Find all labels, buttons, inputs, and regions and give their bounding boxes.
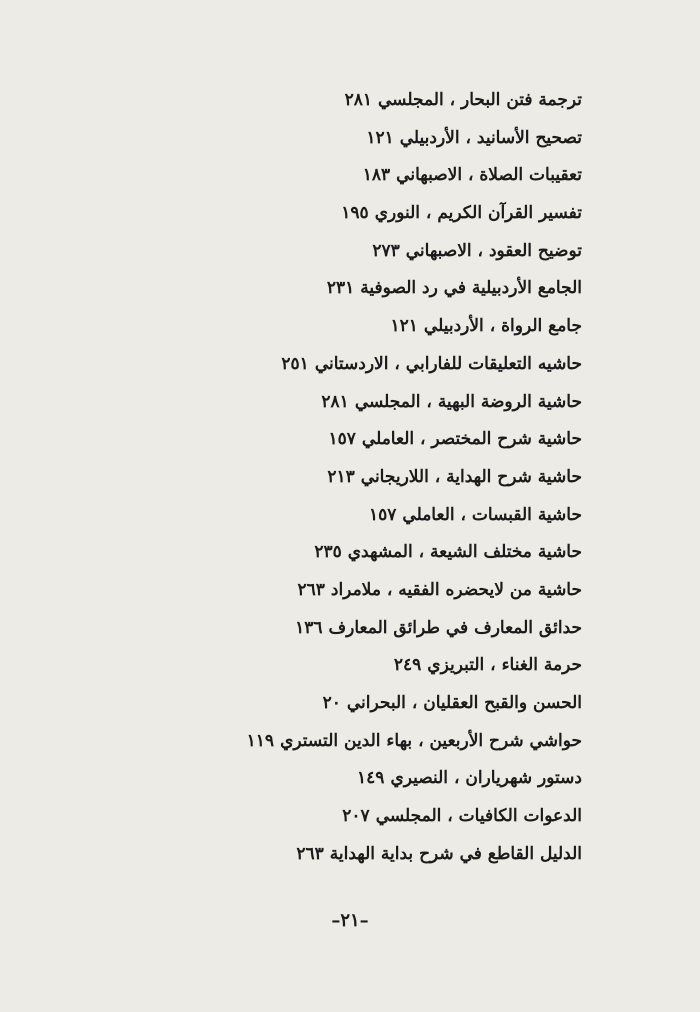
- entry-title: الدليل القاطع في شرح بداية الهداية: [329, 843, 582, 864]
- index-entry: [62, 82, 582, 120]
- index-entry: [62, 760, 582, 798]
- index-entry: [62, 459, 582, 497]
- entry-page-number: ٢٦٣: [297, 579, 325, 600]
- index-entry: [62, 610, 582, 648]
- entry-page-number: ٢٤٩: [393, 655, 422, 676]
- entry-title: حدائق المعارف في طرائق المعارف: [328, 617, 582, 638]
- index-list: [62, 82, 582, 873]
- index-entry: [62, 647, 582, 685]
- entry-title: حاشية شرح المختصر ، العاملي: [361, 429, 582, 450]
- entry-title: تعقيبات الصلاة ، الاصبهاني: [396, 165, 582, 186]
- entry-title: جامع الرواة ، الأردبيلي: [423, 316, 582, 337]
- entry-title: ترجمة فتن البحار ، المجلسي: [378, 90, 582, 110]
- entry-title: دستور شهرياران ، النصيري: [390, 768, 582, 789]
- entry-title: تصحيح الأسانيد ، الأردبيلي: [399, 127, 582, 148]
- entry-page-number: ١٨٣: [362, 165, 391, 186]
- entry-title: توضيح العقود ، الاصبهاني: [405, 240, 582, 261]
- entry-title: الحسن والقبح العقليان ، البحراني: [346, 693, 582, 713]
- entry-title: حاشية الروضة البهية ، المجلسي: [354, 391, 582, 412]
- entry-page-number: ١٥٧: [369, 504, 397, 525]
- entry-page-number: ٢١٣: [327, 466, 355, 487]
- entry-title: حاشية القبسات ، العاملي: [402, 504, 582, 525]
- index-entry: [62, 233, 582, 271]
- entry-title: حاشية شرح الهداية ، اللاريجاني: [360, 466, 582, 487]
- index-entry: [62, 836, 582, 874]
- entry-page-number: ٢٥١: [281, 353, 309, 374]
- entry-page-number: ١٥٧: [328, 429, 356, 450]
- index-entry: [62, 270, 582, 308]
- entry-page-number: ٢٨١: [321, 391, 349, 412]
- index-entry: [62, 534, 582, 572]
- index-entry: [62, 195, 582, 233]
- entry-page-number: ١٩٥: [341, 203, 369, 224]
- entry-page-number: ٢٠٧: [342, 806, 370, 827]
- entry-page-number: ٢٨١: [344, 90, 373, 110]
- index-entry: [62, 384, 582, 422]
- entry-title: حاشية مختلف الشيعة ، المشهدي: [347, 542, 582, 563]
- entry-title: تفسير القرآن الكريم ، النوري: [374, 203, 582, 224]
- index-entry: [62, 685, 582, 723]
- entry-page-number: ٢٦٣: [296, 843, 324, 864]
- index-entry: [62, 308, 582, 346]
- entry-title: حاشيه التعليقات للفارابي ، الاردستاني: [314, 353, 582, 374]
- index-entry: [62, 421, 582, 459]
- index-entry: [62, 572, 582, 610]
- index-entry: [62, 798, 582, 836]
- entry-page-number: ٢٣٥: [314, 542, 342, 563]
- entry-title: الدعوات الكافيات ، المجلسي: [375, 806, 582, 827]
- index-entry: [62, 346, 582, 384]
- entry-page-number: ٢٠: [322, 693, 341, 713]
- entry-page-number: ١١٩: [246, 730, 275, 751]
- index-entry: [62, 723, 582, 761]
- page-number: –٢١–: [331, 910, 369, 931]
- entry-title: حاشية من لايحضره الفقيه ، ملامراد: [330, 579, 582, 600]
- entry-title: الجامع الأردبيلية في رد الصوفية: [360, 278, 582, 299]
- entry-title: حرمة الغناء ، التبريزي: [427, 655, 582, 676]
- entry-page-number: ١٢١: [366, 127, 394, 148]
- entry-page-number: ١٢١: [390, 316, 418, 337]
- entry-page-number: ١٣٦: [295, 617, 323, 638]
- index-entry: [62, 157, 582, 195]
- entry-title: حواشي شرح الأربعين ، بهاء الدين التستري: [280, 730, 582, 751]
- entry-page-number: ٢٧٣: [372, 240, 400, 261]
- entry-page-number: ١٤٩: [357, 768, 385, 789]
- index-entry: [62, 120, 582, 158]
- index-entry: [62, 497, 582, 535]
- entry-page-number: ٢٣١: [326, 278, 355, 299]
